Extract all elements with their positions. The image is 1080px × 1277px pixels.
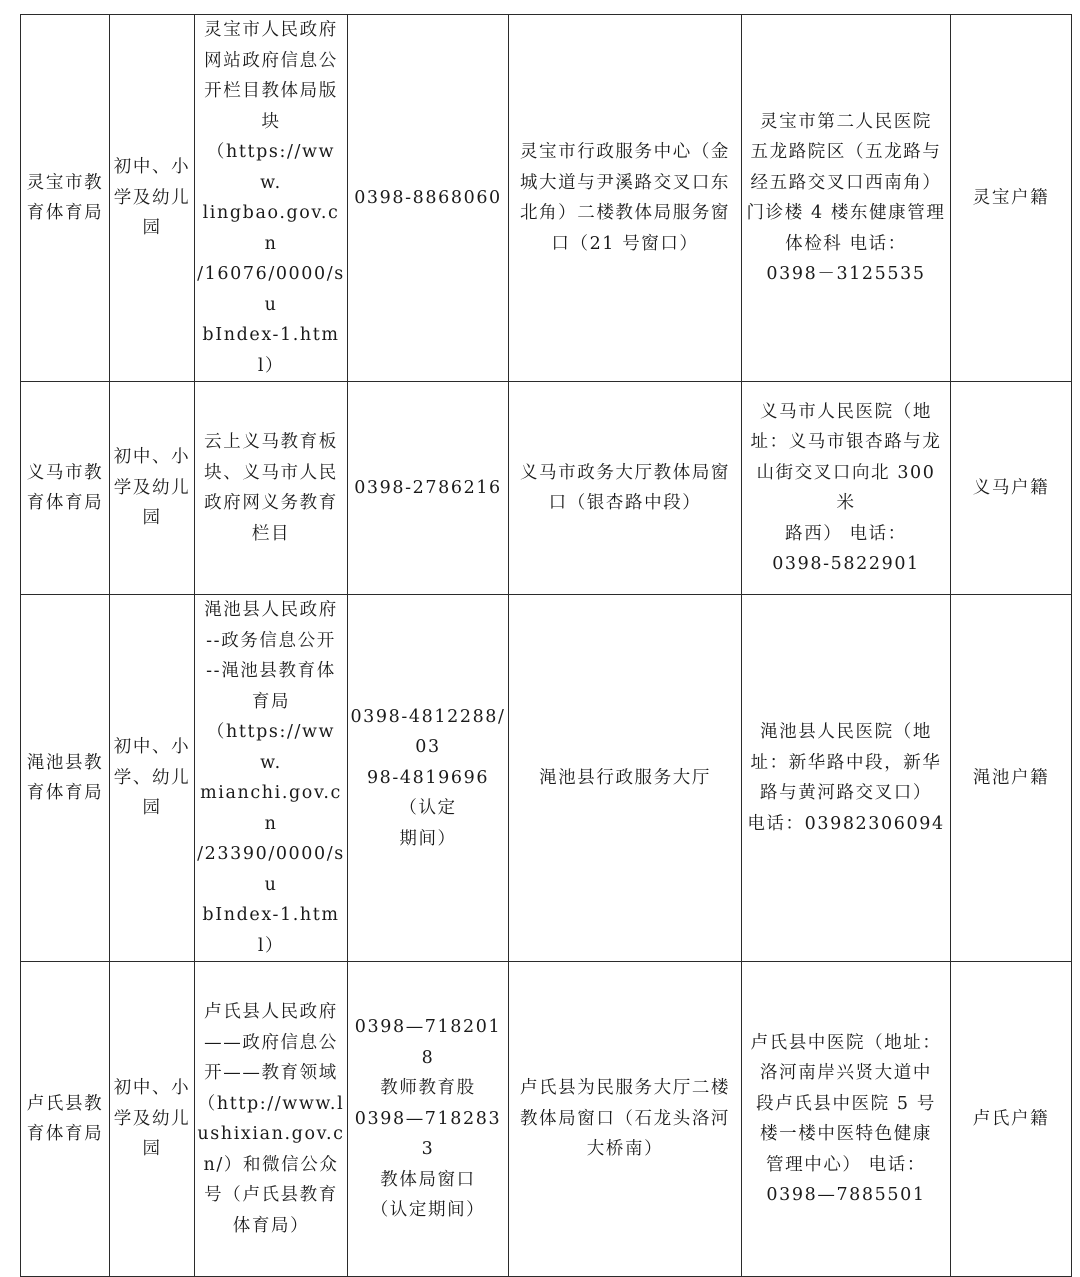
- cell-level: 初中、小 学及幼儿 园: [110, 962, 195, 1277]
- cell-hukou: 灵宝户籍: [951, 15, 1072, 382]
- cell-website: 灵宝市人民政府 网站政府信息公 开栏目教体局版 块 （https://www. lingbao.gov.cn /16076/0000/su bIndex-1.html）: [195, 15, 348, 382]
- cell-unit: 义马市教 育体育局: [21, 382, 110, 595]
- cell-unit: 灵宝市教 育体育局: [21, 15, 110, 382]
- cell-hukou: 卢氏户籍: [951, 962, 1072, 1277]
- cell-hukou: 义马户籍: [951, 382, 1072, 595]
- table-row: [21, 962, 1072, 1277]
- table-row: [21, 595, 1072, 962]
- cell-hospital: 渑池县人民医院（地 址：新华路中段，新华 路与黄河路交叉口） 电话：03982306094: [742, 595, 951, 962]
- cell-hospital: 灵宝市第二人民医院 五龙路院区（五龙路与 经五路交叉口西南角） 门诊楼 4 楼东健康管理 体检科 电话： 0398－3125535: [742, 15, 951, 382]
- table-row: [21, 15, 1072, 382]
- cell-level: 初中、小 学及幼儿 园: [110, 382, 195, 595]
- cell-phone: 0398-4812288/03 98-4819696（认定 期间）: [348, 595, 509, 962]
- cell-place: 卢氏县为民服务大厅二楼 教体局窗口（石龙头洛河 大桥南）: [509, 962, 742, 1277]
- cell-phone: 0398-2786216: [348, 382, 509, 595]
- cell-website: 渑池县人民政府 --政务信息公开 --渑池县教育体 育局 （https://www. mianchi.gov.cn /23390/0000/su bIndex-1.html）: [195, 595, 348, 962]
- cell-place: 灵宝市行政服务中心（金 城大道与尹溪路交叉口东 北角）二楼教体局服务窗 口（21 号窗口）: [509, 15, 742, 382]
- cell-level: 初中、小 学、幼儿 园: [110, 595, 195, 962]
- cell-phone: 0398—7182018 教师教育股 0398—7182833 教体局窗口 （认定期间）: [348, 962, 509, 1277]
- cell-unit: 渑池县教 育体育局: [21, 595, 110, 962]
- cell-place: 渑池县行政服务大厅: [509, 595, 742, 962]
- table-row: [21, 382, 1072, 595]
- cell-hospital: 义马市人民医院（地 址：义马市银杏路与龙 山街交叉口向北 300 米 路西） 电话： 0398-5822901: [742, 382, 951, 595]
- cell-hospital: 卢氏县中医院（地址： 洛河南岸兴贤大道中 段卢氏县中医院 5 号 楼一楼中医特色健康 管理中心） 电话： 0398—7885501: [742, 962, 951, 1277]
- cell-phone: 0398-8868060: [348, 15, 509, 382]
- cell-unit: 卢氏县教 育体育局: [21, 962, 110, 1277]
- cell-place: 义马市政务大厅教体局窗 口（银杏路中段）: [509, 382, 742, 595]
- cell-website: 卢氏县人民政府 ——政府信息公 开——教育领域 （http://www.l ushixian.gov.c n/）和微信公众 号（卢氏县教育 体育局）: [195, 962, 348, 1277]
- cell-hukou: 渑池户籍: [951, 595, 1072, 962]
- registration-info-table: [20, 14, 1072, 1277]
- cell-website: 云上义马教育板 块、义马市人民 政府网义务教育 栏目: [195, 382, 348, 595]
- cell-level: 初中、小 学及幼儿 园: [110, 15, 195, 382]
